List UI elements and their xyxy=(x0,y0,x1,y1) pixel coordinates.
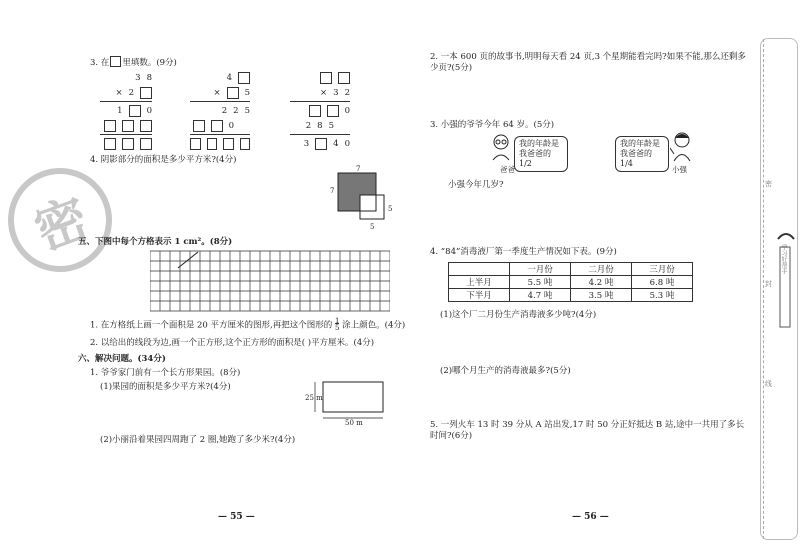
r-q5: 5. 一列火车 13 时 39 分从 A 站出发,17 时 50 分正好抵达 B 站,途中一共用了多长时间?(6分) xyxy=(430,420,745,441)
blank-box[interactable] xyxy=(223,138,234,150)
blank-box[interactable] xyxy=(315,138,327,150)
multiplication-1: 3 8 × 2 1 0 xyxy=(100,70,152,151)
s6-q1: 1. 爷爷家门前有一个长方形果园。(8分) xyxy=(90,368,241,378)
table-row xyxy=(449,289,693,302)
blank-box[interactable] xyxy=(207,138,218,150)
table-cell: 上半月 xyxy=(449,276,510,289)
blank-box[interactable] xyxy=(240,138,251,150)
s5-q1: 1. 在方格纸上画一个面积是 20 平方厘米的图形,再把这个图形的 $\frac{1}{5}$ 涂上颜色。(4分) xyxy=(90,317,406,332)
multiplication-2: 4 × 5 2 2 5 0 xyxy=(190,70,250,151)
blank-box[interactable] xyxy=(190,138,201,150)
table-cell: 下半月 xyxy=(449,289,510,302)
rect-height-label: 25 m xyxy=(305,394,323,402)
blank-box xyxy=(110,56,121,67)
label-left: 7 xyxy=(330,187,335,195)
label-bottom: 5 xyxy=(370,223,375,231)
section-5-title: 五、下图中每个方格表示 1 cm²。(8分) xyxy=(78,237,233,247)
blank-box[interactable] xyxy=(338,72,350,84)
blank-box[interactable] xyxy=(309,105,321,117)
q3-title: 3. 在 里填数。(9分) xyxy=(90,58,177,68)
r-q2: 2. 一本 600 页的故事书,明明每天看 24 页,3 个星期能看完吗?如果不能,那么还剩多少页?(5分) xyxy=(430,52,746,73)
section-6-title: 六、解决问题。(34分) xyxy=(78,354,166,364)
multiplication-3: × 3 2 0 2 8 5 3 4 0 xyxy=(290,70,350,151)
label-dad: 爸爸 xyxy=(500,165,515,174)
s6-q1-2: (2)小丽沿着果园四周跑了 2 圈,她跑了多少米?(4分) xyxy=(100,435,296,445)
label-right: 5 xyxy=(388,205,393,213)
fold-line xyxy=(763,39,765,539)
rect-width-label: 50 m xyxy=(345,419,363,426)
binding-sidebar xyxy=(760,38,798,540)
s6-q1-1: (1)果园的面积是多少平方米?(4分) xyxy=(100,382,231,392)
r-q4-2: (2)哪个月生产的消毒液最多?(5分) xyxy=(440,366,571,376)
r-q3: 3. 小强的爷爷今年 64 岁。(5分) xyxy=(430,120,555,130)
page-number-right: — 56 — xyxy=(572,512,609,522)
blank-box[interactable] xyxy=(140,138,152,150)
dad-figure xyxy=(490,132,512,162)
table-row xyxy=(449,276,693,289)
blank-box[interactable] xyxy=(193,120,205,132)
r-q3-ask: 小强今年几岁? xyxy=(448,180,504,190)
blank-box[interactable] xyxy=(122,120,134,132)
blank-box[interactable] xyxy=(227,87,239,99)
right-page xyxy=(400,0,760,553)
blank-box[interactable] xyxy=(104,120,116,132)
table-cell: 4.7 吨 xyxy=(510,289,571,302)
sidebar-label: 封 xyxy=(765,280,772,288)
blank-box[interactable] xyxy=(327,105,339,117)
label-top: 7 xyxy=(356,165,361,173)
grid-paper[interactable] xyxy=(150,250,390,312)
table-header-row xyxy=(449,263,693,276)
table-cell: 3.5 吨 xyxy=(571,289,632,302)
r-q4-1: (1)这个厂二月份生产消毒液多少吨?(4分) xyxy=(440,310,597,320)
blank-box[interactable] xyxy=(320,72,332,84)
q4-text: 4. 阴影部分的面积是多少平方米?(4分) xyxy=(90,155,237,165)
table-cell: 5.3 吨 xyxy=(632,289,693,302)
blank-box[interactable] xyxy=(140,87,152,99)
table-cell: 5.5 吨 xyxy=(510,276,571,289)
s5-q2: 2. 以给出的线段为边,画一个正方形,这个正方形的面积是( )平方厘米。(4分) xyxy=(90,338,375,348)
label-xiaoqiang: 小强 xyxy=(672,165,687,174)
blank-box[interactable] xyxy=(104,138,116,150)
blank-box[interactable] xyxy=(122,138,134,150)
table-cell: 4.2 吨 xyxy=(571,276,632,289)
shaded-squares-figure xyxy=(330,165,400,235)
blank-box[interactable] xyxy=(129,105,141,117)
blank-box[interactable] xyxy=(140,120,152,132)
sidebar-label: 线 xyxy=(765,380,772,388)
table-cell: 三月份 xyxy=(632,263,693,276)
production-table xyxy=(448,262,693,302)
table-cell xyxy=(449,263,510,276)
xiaoqiang-figure xyxy=(670,130,694,162)
table-cell: 6.8 吨 xyxy=(632,276,693,289)
table-cell: 二月份 xyxy=(571,263,632,276)
blank-box[interactable] xyxy=(238,72,250,84)
orchard-rectangle xyxy=(305,378,390,426)
bubble-dad: 我的年龄是我爸爸的 1/2 xyxy=(514,136,568,172)
bubble-xiaoqiang: 我的年龄是我爸爸的 1/4 xyxy=(615,136,669,172)
page-number-left: — 55 — xyxy=(218,512,255,522)
watermark-seal: 密 xyxy=(0,153,127,286)
sidebar-slogan: 学习好帮手 xyxy=(780,244,787,274)
blank-box[interactable] xyxy=(211,120,223,132)
table-cell: 一月份 xyxy=(510,263,571,276)
sidebar-label: 密 xyxy=(765,180,772,188)
r-q4: 4. “84”消毒液厂第一季度生产情况如下表。(9分) xyxy=(430,247,617,257)
given-segment xyxy=(178,252,198,268)
